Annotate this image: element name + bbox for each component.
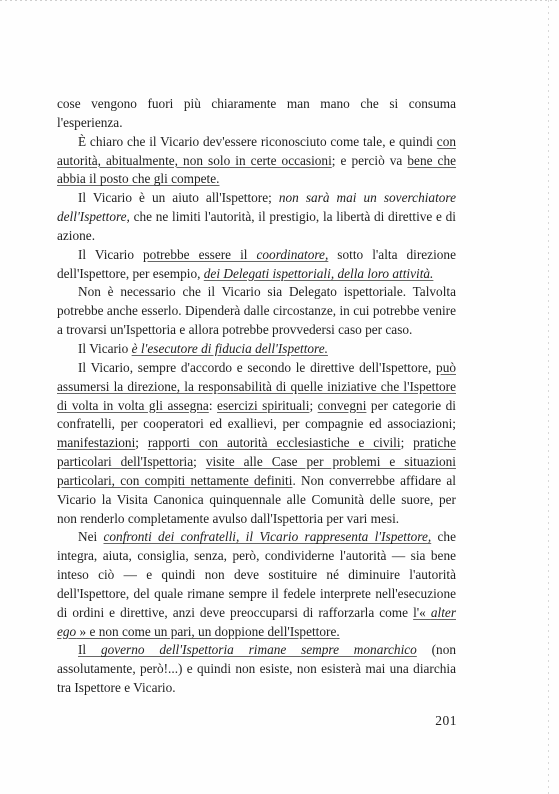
text-run: cose vengono fuori più chiaramente man mano che si consuma l'esperienza.: [57, 96, 456, 130]
italic-text: non sarà mai un soverchiatore dell'Ispettore,: [57, 190, 456, 225]
text-run: . Non converrebbe affidare al Vicario la Visita Canonica quinquennale alle Comunità delle suore, per non renderlo completamente avulso dall'Ispettoria per vari mesi.: [57, 472, 456, 526]
text-run: :: [208, 397, 218, 413]
body-text: [57, 95, 456, 698]
paragraph: [57, 95, 456, 133]
paragraph: [57, 133, 456, 190]
text-run: ; e perciò va: [331, 152, 408, 168]
text-run: che integra, aiuta, consiglia, senza, però, condividerne l'autorità — sia bene inteso ciò — e quindi non deve sostituire né diminuire l'autorità dell'Ispettore, del quale rimane sempre il fedele interprete nell'esecuzione di ordini e direttive, anzi deve preoccuparsi di rafforzarla come: [57, 529, 456, 620]
text-run: per categorie di confratelli, per cooperatori ed exallievi, per compagnie ed associazioni;: [57, 397, 456, 432]
paragraph: [57, 283, 456, 340]
underlined-text: dei Delegati ispettoriali, della loro attività.: [203, 265, 434, 281]
underlined-text: governo dell'Ispettoria rimane sempre monarchico: [100, 642, 417, 658]
underlined-text: l'«: [413, 604, 431, 620]
text-run: che ne limiti l'autorità, il prestigio, la libertà di direttive e di azione.: [57, 209, 456, 243]
text-run: sotto l'alta direzione dell'Ispettore, per esempio,: [57, 246, 456, 281]
underlined-text: potrebbe essere il: [143, 246, 257, 262]
paragraph: [57, 528, 456, 641]
text-run: Non è necessario che il Vicario sia Delegato ispettoriale. Talvolta potrebbe anche esserlo. Dipenderà dalle circostanze, in cui potrebbe venire a trovarsi un'Ispettoria e allora potrebbe provvedersi caso per caso.: [57, 284, 456, 338]
text-run: ;: [400, 435, 414, 451]
underlined-text: confronti dei confratelli, il Vicario rappresenta l'Ispettore,: [103, 529, 432, 545]
paragraph: [57, 359, 456, 529]
underlined-text: è l'esecutore di fiducia dell'Ispettore.: [131, 340, 328, 356]
paragraph: [57, 641, 456, 698]
underlined-text: alter ego: [57, 604, 456, 639]
text-run: ;: [309, 397, 318, 413]
text-run: Il Vicario: [78, 340, 132, 356]
text-run: ;: [193, 454, 206, 470]
text-run: Il Vicario: [78, 246, 144, 262]
underlined-text: può assumersi la direzione, la responsabilità di quelle iniziative che l'Ispettore di volta in volta gli assegna: [57, 359, 456, 413]
paragraph: [57, 340, 456, 359]
text-run: Il Vicario è un aiuto all'Ispettore;: [78, 190, 279, 206]
underlined-text: con autorità, abitualmente, non solo in certe occasioni: [57, 133, 456, 168]
underlined-text: » e non come un pari, un doppione dell'Ispettore.: [76, 623, 340, 639]
text-run: ;: [135, 435, 148, 451]
underlined-text: manifestazioni: [57, 435, 136, 451]
text-run: Il Vicario, sempre d'accordo e secondo le direttive dell'Ispettore,: [78, 359, 437, 375]
underlined-text: pratiche particolari dell'Ispettoria: [57, 435, 456, 470]
underlined-text: rapporti con autorità ecclesiastiche e civili: [147, 435, 401, 451]
underlined-text: coordinatore,: [256, 246, 329, 262]
text-run: È chiaro che il Vicario dev'essere riconosciuto come tale, e quindi: [78, 133, 437, 149]
underlined-text: esercizi spirituali: [217, 397, 310, 413]
paragraph: [57, 246, 456, 284]
underlined-text: convegni: [317, 397, 367, 413]
underlined-text: Il: [78, 642, 101, 658]
text-run: Nei: [78, 529, 104, 545]
text-run: (non assolutamente, però!...) e quindi non esiste, non esisterà mai una diarchia tra Ispettore e Vicario.: [57, 642, 457, 696]
underlined-text: visite alle Case per problemi e situazioni particolari, con compiti nettamente definiti: [57, 454, 456, 488]
paragraph: [57, 189, 456, 246]
page-number: 201: [435, 713, 457, 728]
underlined-text: bene che abbia il posto che gli compete.: [57, 152, 457, 187]
